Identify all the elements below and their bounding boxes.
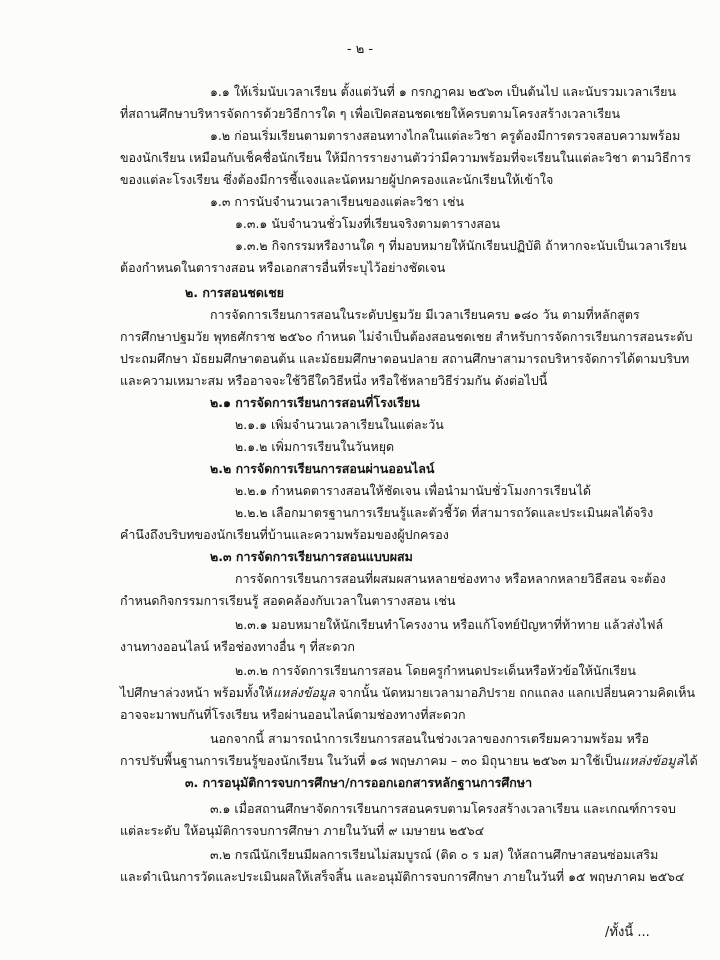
item-1-3-line: ๑.๓ การนับจำนวนเวลาเรียนของแต่ละวิชา เช่น (210, 194, 464, 209)
subsection-2-3-para-line-1: การจัดการเรียนการสอนที่ผสมผสานหลายช่องทาง หรือหลากหลายวิธีสอน จะต้อง (235, 571, 666, 586)
item-2-3-2-line-3: อาจจะมาพบกันที่โรงเรียน หรือผ่านออนไลน์ตามช่องทางที่สะดวก (120, 707, 466, 722)
item-1-3-2-line-2: ต้องกำหนดในตารางสอน หรือเอกสารอื่นที่ระบุไว้อย่างชัดเจน (120, 260, 446, 275)
note-line-1: นอกจากนี้ สามารถนำการเรียนการสอนในช่วงเวลาของการเตรียมความพร้อม หรือ (210, 731, 650, 746)
item-2-2-2-line-1: ๒.๒.๒ เลือกมาตรฐานการเรียนรู้และตัวชี้วัด ที่สามารถวัดและประเมินผลได้จริง (235, 505, 654, 520)
section-2-heading: ๒. การสอนชดเชย (185, 285, 285, 300)
section-2-para-line-2: การศึกษาปฐมวัย พุทธศักราช ๒๕๖๐ กำหนด ไม่จำเป็นต้องสอนชดเชย สำหรับการจัดการเรียนการสอนระดับ (120, 329, 693, 344)
item-1-1-line-2: ที่สถานศึกษาบริหารจัดการด้วยวิธีการใด ๆ เพื่อเปิดสอนชดเชยให้ครบตามโครงสร้างเวลาเรียน (120, 106, 621, 121)
item-2-1-2: ๒.๑.๒ เพิ่มการเรียนในวันหยุด (235, 439, 395, 454)
item-2-3-2-line-2 (120, 685, 695, 701)
note-line-2-start: การปรับพื้นฐานการเรียนรู้ของนักเรียน ในวันที่ ๑๘ พฤษภาคม – ๓๐ มิถุนายน ๒๕๖๓ มาใช้เป็น (120, 753, 622, 768)
item-2-2-2-line-2: คำนึงถึงบริบทของนักเรียนที่บ้านและความพร้อมของผู้ปกครอง (120, 527, 449, 542)
item-2-3-2-line-1: ๒.๓.๒ การจัดการเรียนการสอน โดยครูกำหนดประเด็นหรือหัวข้อให้นักเรียน (235, 663, 636, 678)
subsection-2-3-para-line-2: กำหนดกิจกรรมการเรียนรู้ สอดคล้องกับเวลาในตารางสอน เช่น (120, 593, 456, 608)
item-3-1-line-2: แต่ละระดับ ให้อนุมัติการจบการศึกษา ภายในวันที่ ๙ เมษายน ๒๕๖๔ (120, 823, 485, 838)
item-1-2-line-3: ของแต่ละโรงเรียน ซึ่งต้องมีการชี้แจงและนัดหมายผู้ปกครองและนักเรียนให้เข้าใจ (120, 172, 554, 187)
subsection-2-1-heading: ๒.๑ การจัดการเรียนการสอนที่โรงเรียน (210, 395, 420, 410)
note-source-emphasis: แหล่งข้อมูล (621, 753, 684, 768)
item-1-2-line-1: ๑.๒ ก่อนเริ่มเรียนตามตารางสอนทางไกลในแต่ละวิชา ครูต้องมีการตรวจสอบความพร้อม (210, 128, 681, 143)
item-2-3-1-line-1: ๒.๓.๑ มอบหมายให้นักเรียนทำโครงงาน หรือแก้โจทย์ปัญหาที่ท้าทาย แล้วส่งไฟล์ (235, 617, 664, 632)
item-1-2-line-2: ของนักเรียน เหมือนกับเช็คชื่อนักเรียน ให้มีการรายงานตัวว่ามีความพร้อมที่จะเรียนในแต่ละวิชา ตามวิธีการ (120, 150, 691, 165)
item-2-3-2-line-2-start: ไปศึกษาล่วงหน้า พร้อมทั้งให้ (120, 685, 273, 700)
note-line-2-end: ได้ (683, 753, 698, 768)
section-2-para-line-1: การจัดการเรียนการสอนในระดับปฐมวัย มีเวลาเรียนครบ ๑๘๐ วัน ตามที่หลักสูตร (210, 307, 640, 322)
item-3-2-line-1: ๓.๒ กรณีนักเรียนมีผลการเรียนไม่สมบูรณ์ (ติด ๐ ร มส) ให้สถานศึกษาสอนซ่อมเสริม (210, 847, 659, 862)
section-2-para-line-3: ประถมศึกษา มัธยมศึกษาตอนต้น และมัธยมศึกษาตอนปลาย สถานศึกษาสามารถบริหารจัดการได้ตามบริบท (120, 351, 690, 366)
item-3-1-line-1: ๓.๑ เมื่อสถานศึกษาจัดการเรียนการสอนครบตามโครงสร้างเวลาเรียน และเกณฑ์การจบ (210, 801, 676, 816)
item-2-3-1-line-2: งานทางออนไลน์ หรือช่องทางอื่น ๆ ที่สะดวก (120, 639, 355, 654)
section-3-heading: ๓. การอนุมัติการจบการศึกษา/การออกเอกสารหลักฐานการศึกษา (185, 775, 533, 790)
continuation-note: /ทั้งนี้ ... (605, 925, 650, 940)
item-1-1-line-1: ๑.๑ ให้เริ่มนับเวลาเรียน ตั้งแต่วันที่ ๑ กรกฎาคม ๒๕๖๓ เป็นต้นไป และนับรวมเวลาเรียน (210, 84, 677, 99)
item-2-1-1: ๒.๑.๑ เพิ่มจำนวนเวลาเรียนในแต่ละวัน (235, 417, 444, 432)
page-number: - ๒ - (346, 42, 374, 57)
item-1-3-2-line-1: ๑.๓.๒ กิจกรรมหรืองานใด ๆ ที่มอบหมายให้นักเรียนปฏิบัติ ถ้าหากจะนับเป็นเวลาเรียน (235, 238, 687, 253)
item-2-3-2-line-2-end: จากนั้น นัดหมายเวลามาอภิปราย ถกแถลง แลกเปลี่ยนความคิดเห็น (334, 685, 696, 700)
section-2-para-line-4: และความเหมาะสม หรืออาจจะใช้วิธีใดวิธีหนึ่ง หรือใช้หลายวิธีร่วมกัน ดังต่อไปนี้ (120, 373, 548, 388)
source-emphasis: แหล่งข้อมูล (272, 685, 335, 700)
item-2-2-1: ๒.๒.๑ กำหนดตารางสอนให้ชัดเจน เพื่อนำมานับชั่วโมงการเรียนได้ (235, 483, 591, 498)
note-line-2 (120, 753, 698, 769)
item-3-2-line-2: และดำเนินการวัดและประเมินผลให้เสร็จสิ้น และอนุมัติการจบการศึกษา ภายในวันที่ ๑๕ พฤษภาคม ๒๕๖๔ (120, 869, 685, 884)
subsection-2-3-heading: ๒.๓ การจัดการเรียนการสอนแบบผสม (210, 549, 413, 564)
item-1-3-1: ๑.๓.๑ นับจำนวนชั่วโมงที่เรียนจริงตามตารางสอน (235, 216, 501, 231)
subsection-2-2-heading: ๒.๒ การจัดการเรียนการสอนผ่านออนไลน์ (210, 461, 435, 476)
